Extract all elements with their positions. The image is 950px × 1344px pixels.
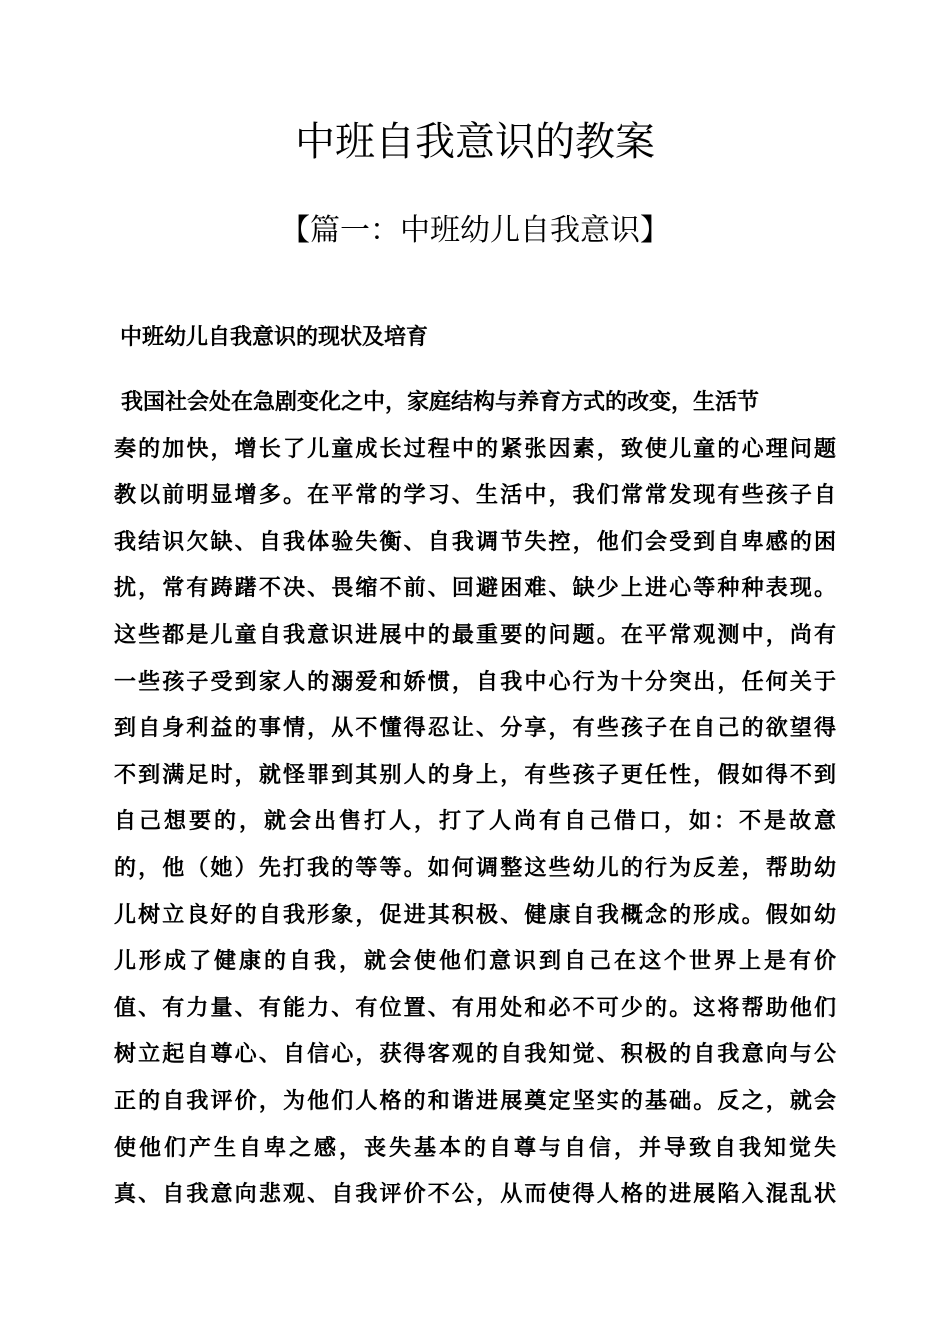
body-line: 正的自我评价，为他们人格的和谐进展奠定坚实的基础。反之，就会 — [114, 1088, 836, 1114]
body-line: 儿形成了健康的自我，就会使他们意识到自己在这个世界上是有价 — [114, 949, 836, 975]
body-line: 不到满足时，就怪罪到其别人的身上，有些孩子更任性，假如得不到 — [114, 762, 836, 788]
body-line: 儿树立良好的自我形象，促进其积极、健康自我概念的形成。假如幼 — [114, 902, 836, 928]
body-paragraph — [114, 380, 836, 1219]
body-line: 真、自我意向悲观、自我评价不公，从而使得人格的进展陷入混乱状 — [114, 1182, 836, 1208]
body-line: 自己想要的，就会出售打人，打了人尚有自己借口，如：不是故意 — [114, 809, 836, 835]
body-line: 扰，常有踌躇不决、畏缩不前、回避困难、缺少上进心等种种表现。 — [114, 576, 836, 602]
document-subtitle: 【篇一：中班幼儿自我意识】 — [280, 213, 670, 248]
section-heading: 中班幼儿自我意识的现状及培育 — [120, 325, 429, 350]
body-line: 一些孩子受到家人的溺爱和娇惯，自我中心行为十分突出，任何关于 — [114, 669, 836, 695]
body-line: 值、有力量、有能力、有位置、有用处和必不可少的。这将帮助他们 — [114, 995, 836, 1021]
body-line: 到自身利益的事情，从不懂得忍让、分享，有些孩子在自己的欲望得 — [114, 716, 836, 742]
body-line: 树立起自尊心、自信心，获得客观的自我知觉、积极的自我意向与公 — [114, 1042, 836, 1068]
document-title: 中班自我意识的教案 — [295, 119, 655, 165]
body-line: 我国社会处在急剧变化之中，家庭结构与养育方式的改变，生活节 — [121, 390, 760, 415]
body-line: 这些都是儿童自我意识进展中的最重要的问题。在平常观测中，尚有 — [114, 622, 836, 648]
body-line: 使他们产生自卑之感，丧失基本的自尊与自信，并导致自我知觉失 — [114, 1135, 836, 1161]
body-line: 奏的加快，增长了儿童成长过程中的紧张因素，致使儿童的心理问题 — [114, 436, 836, 462]
body-line: 教以前明显增多。在平常的学习、生活中，我们常常发现有些孩子自 — [114, 483, 836, 509]
body-line: 的，他（她）先打我的等等。如何调整这些幼儿的行为反差，帮助幼 — [114, 855, 836, 881]
body-line: 我结识欠缺、自我体验失衡、自我调节失控，他们会受到自卑感的困 — [114, 529, 836, 555]
